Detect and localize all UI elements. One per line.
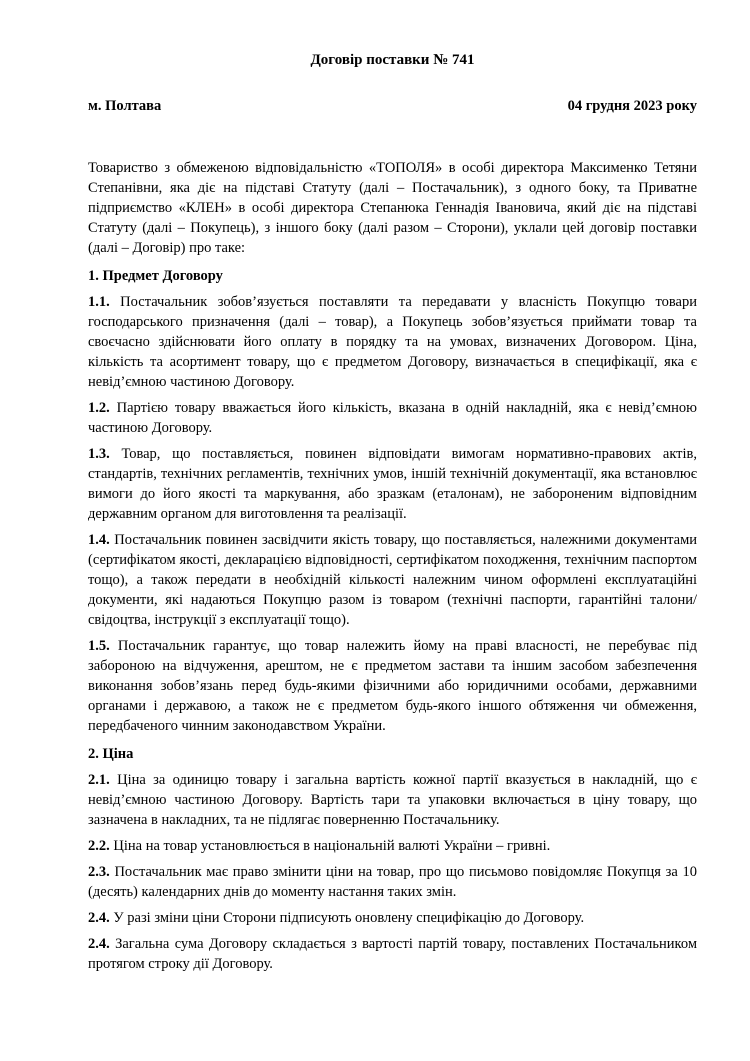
- section-heading-1: 1. Предмет Договору: [88, 268, 223, 284]
- clause-text: У разі зміни ціни Сторони підписують оновлену специфікацію до Договору.: [113, 910, 585, 926]
- preamble: Товариство з обмеженою відповідальністю «ТОПОЛЯ» в особі директора Максименко Тетяни Степанівни, яка діє на підставі Статуту (далі – Постачальник), з одного боку, та Приватне підприємство «КЛЕН» в особі директора Степанюка Геннадія Івановича, який діє на підставі Статуту (далі – Покупець), з іншого боку (далі разом – Сторони), уклали цей договір поставки (далі – Договір) про таке:: [88, 160, 697, 256]
- clause-2-2: [88, 836, 697, 856]
- clause-text: Ціна за одиницю товару і загальна вартість кожної партії вказується в накладній, що є невід’ємною частиною Договору. Вартість тари та упаковки включається в ціну товару, що зазначена в накладних, та не підлягає поверненню Постачальнику.: [88, 772, 698, 828]
- clause-1-4: [88, 530, 697, 630]
- clause-text: Товар, що поставляється, повинен відповідати вимогам нормативно-правових актів, стандартів, технічних регламентів, технічних умов, іншій технічній документації, яка встановлює вимоги до його якості та маркування, або зразкам (еталонам), не забороненим відповідним державним органом для виготовлення та реалізації.: [88, 446, 698, 522]
- clause-number: 1.5.: [88, 638, 110, 654]
- clause-2-1: [88, 770, 697, 830]
- clause-number: 1.4.: [88, 532, 110, 548]
- clause-text: Постачальник гарантує, що товар належить йому на праві власності, не перебуває під забороною на відчуження, арештом, не є предметом застави та іншим засобом забезпечення виконання зобов’язань перед будь-якими фізичними або юридичними особами, державними органами і державою, а також не є предметом будь-якого іншого обтяження чи обмеження, передбаченого чинним законодавством України.: [88, 638, 697, 734]
- clause-1-1: [88, 292, 697, 392]
- document-city: м. Полтава: [88, 98, 162, 114]
- clause-1-2: [88, 398, 697, 438]
- section-heading-2: 2. Ціна: [88, 746, 134, 762]
- clause-2-3: [88, 862, 697, 902]
- clause-number: 2.3.: [88, 864, 110, 880]
- clause-2-4b: [88, 934, 697, 974]
- document-title: Договір поставки № 741: [310, 52, 475, 68]
- clause-number: 1.2.: [88, 400, 110, 416]
- clause-text: Партією товару вважається його кількість, вказана в одній накладній, яка є невід’ємною частиною Договору.: [88, 400, 698, 436]
- clause-text: Постачальник повинен засвідчити якість товару, що поставляється, належними документами (сертифікатом якості, декларацією відповідності, сертифікатом походження, технічним паспортом тощо), а також передати в необхідній кількості належним чином оформлені експлуатаційні документи, які надаються Покупцю разом із товаром (технічні паспорти, гарантійні талони/свідоцтва, інструкції з експлуатації тощо).: [88, 532, 698, 628]
- clause-number: 2.2.: [88, 838, 110, 854]
- clause-number: 2.4.: [88, 910, 110, 926]
- clause-2-4a: [88, 908, 697, 928]
- clause-text: Загальна сума Договору складається з вартості партій товару, поставлених Постачальником протягом строку дії Договору.: [88, 936, 697, 972]
- clause-number: 1.1.: [88, 294, 110, 310]
- clause-number: 2.1.: [88, 772, 110, 788]
- document-meta-row: [88, 96, 697, 116]
- clause-text: Ціна на товар установлюється в національній валюті України – гривні.: [113, 838, 551, 854]
- clause-text: Постачальник має право змінити ціни на товар, про що письмово повідомляє Покупця за 10 (десять) календарних днів до моменту настання таких змін.: [88, 864, 697, 900]
- clause-1-3: [88, 444, 697, 524]
- clause-number: 2.4.: [88, 936, 110, 952]
- clause-number: 1.3.: [88, 446, 110, 462]
- clause-text: Постачальник зобов’язується поставляти та передавати у власність Покупцю товари господарського призначення (далі – товар), а Покупець зобов’язується приймати товар та своєчасно здійснювати його оплату в порядку та на умовах, визначених Договором. Ціна, кількість та асортимент товару, що є предметом Договору, визначається в специфікації, яка є невід’ємною частиною Договору.: [88, 294, 698, 390]
- document-date: 04 грудня 2023 року: [567, 98, 697, 114]
- clause-1-5: [88, 636, 697, 736]
